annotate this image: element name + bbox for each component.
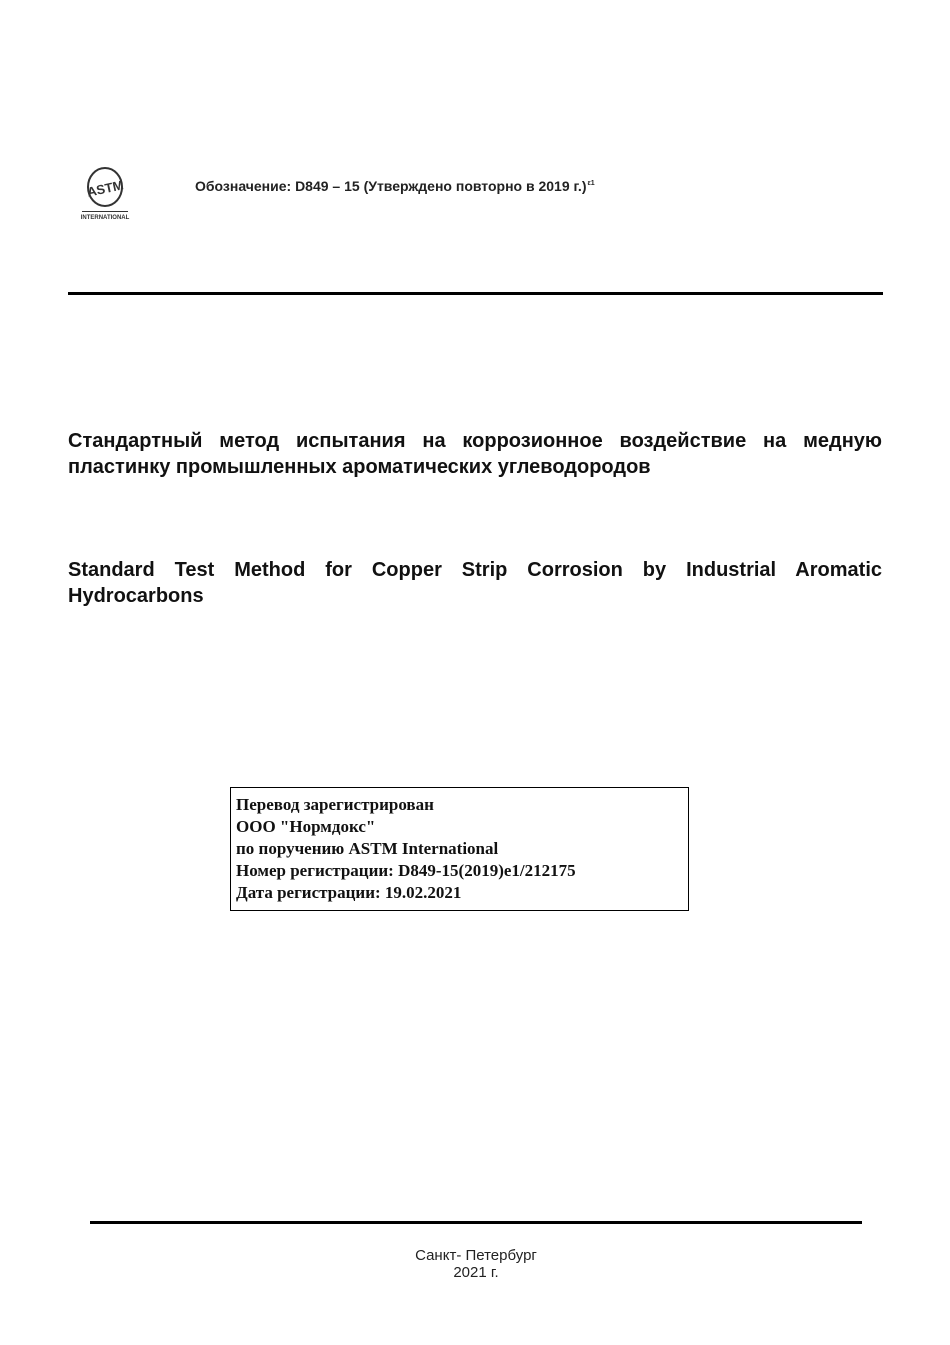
svg-text:ASTM: ASTM — [85, 177, 125, 200]
title-russian: Стандартный метод испытания на коррозионное воздействие на медную пластинку промышленных ароматических углеводородов — [68, 430, 882, 478]
footer — [0, 1247, 950, 1281]
epsilon-superscript: ε1 — [587, 180, 595, 188]
title-english: Standard Test Method for Copper Strip Corrosion by Industrial Aromatic Hydrocarbons — [68, 559, 882, 607]
footer-divider — [90, 1221, 862, 1224]
header-divider — [68, 292, 883, 295]
registration-number: Номер регистрации: D849-15(2019)e1/212175 — [236, 861, 576, 880]
footer-city: Санкт- Петербург — [415, 1247, 537, 1264]
svg-text:INTERNATIONAL: INTERNATIONAL — [80, 215, 130, 221]
document-designation: Обозначение: D849 – 15 (Утверждено повторно в 2019 г.)$^{\varepsilon 1}$ — [195, 178, 595, 194]
footer-year: 2021 г. — [453, 1264, 499, 1281]
registration-box — [230, 787, 689, 911]
registration-line: ООО "Нормдокс" — [236, 817, 376, 836]
registration-line: Перевод зарегистрирован — [236, 795, 434, 814]
registration-date: Дата регистрации: 19.02.2021 — [236, 883, 462, 902]
astm-logo — [78, 165, 132, 223]
registration-line: по поручению ASTM International — [236, 839, 499, 858]
